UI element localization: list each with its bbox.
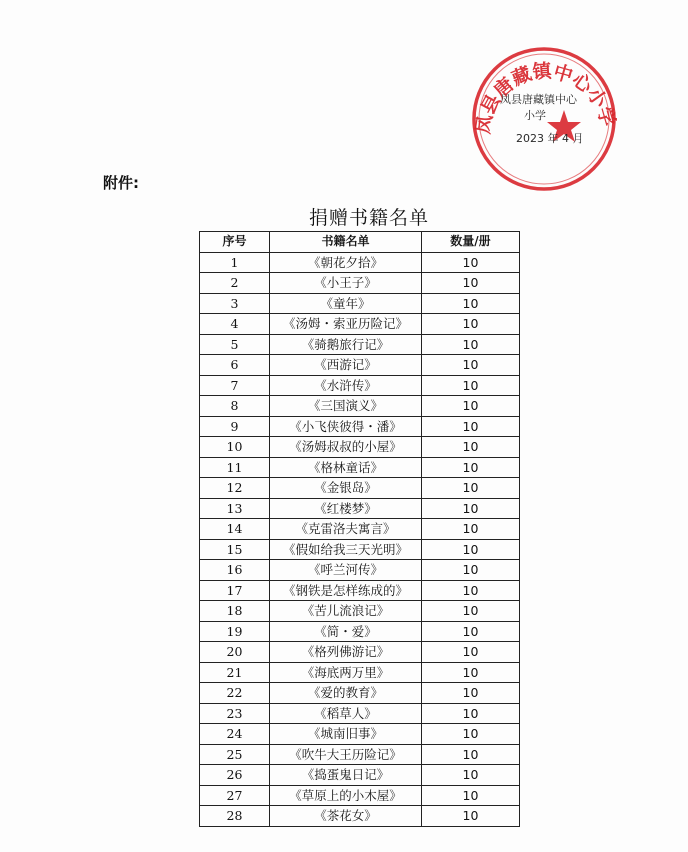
table-row [200,273,520,294]
cell-book-title: 《呼兰河传》 [270,560,422,581]
seal-org-line2: 小学 [524,109,546,122]
cell-serial: 4 [200,314,270,335]
table-row [200,683,520,704]
table-row [200,765,520,786]
cell-book-title: 《西游记》 [270,355,422,376]
cell-serial: 2 [200,273,270,294]
cell-serial: 13 [200,498,270,519]
cell-serial: 23 [200,703,270,724]
cell-serial: 5 [200,334,270,355]
table-row [200,314,520,335]
table-row [200,252,520,273]
cell-serial: 11 [200,457,270,478]
table-row [200,662,520,683]
table-row [200,580,520,601]
cell-serial: 22 [200,683,270,704]
seal-date: 2023 年 4 月 [516,132,584,145]
cell-book-title: 《水浒传》 [270,375,422,396]
cell-quantity: 10 [422,252,520,273]
table-row [200,437,520,458]
header-serial: 序号 [200,232,270,253]
cell-quantity: 10 [422,683,520,704]
cell-book-title: 《茶花女》 [270,806,422,827]
table-row [200,560,520,581]
table-row [200,642,520,663]
cell-quantity: 10 [422,355,520,376]
cell-serial: 6 [200,355,270,376]
cell-quantity: 10 [422,806,520,827]
cell-quantity: 10 [422,273,520,294]
cell-book-title: 《简・爱》 [270,621,422,642]
table-row [200,806,520,827]
table-row [200,703,520,724]
cell-book-title: 《爱的教育》 [270,683,422,704]
cell-quantity: 10 [422,478,520,499]
cell-quantity: 10 [422,416,520,437]
cell-quantity: 10 [422,314,520,335]
table-row [200,457,520,478]
cell-quantity: 10 [422,396,520,417]
seal-org-line1: 凤县唐藏镇中心 [500,93,577,106]
cell-book-title: 《红楼梦》 [270,498,422,519]
table-row [200,539,520,560]
cell-serial: 25 [200,744,270,765]
cell-serial: 10 [200,437,270,458]
cell-quantity: 10 [422,539,520,560]
book-donation-table [199,231,520,827]
cell-book-title: 《格列佛游记》 [270,642,422,663]
cell-quantity: 10 [422,724,520,745]
seal-ring-text: 凤县唐藏镇中心小学 [472,60,620,136]
cell-quantity: 10 [422,621,520,642]
cell-book-title: 《朝花夕拾》 [270,252,422,273]
cell-serial: 14 [200,519,270,540]
cell-serial: 18 [200,601,270,622]
cell-quantity: 10 [422,457,520,478]
cell-book-title: 《小飞侠彼得・潘》 [270,416,422,437]
cell-serial: 20 [200,642,270,663]
table-row [200,785,520,806]
cell-serial: 7 [200,375,270,396]
header-book-title: 书籍名单 [270,232,422,253]
cell-serial: 16 [200,560,270,581]
cell-book-title: 《捣蛋鬼日记》 [270,765,422,786]
table-row [200,375,520,396]
cell-serial: 19 [200,621,270,642]
seal-organization [500,92,612,124]
cell-quantity: 10 [422,703,520,724]
table-row [200,519,520,540]
cell-quantity: 10 [422,662,520,683]
cell-serial: 1 [200,252,270,273]
cell-quantity: 10 [422,744,520,765]
cell-book-title: 《钢铁是怎样练成的》 [270,580,422,601]
cell-serial: 9 [200,416,270,437]
cell-book-title: 《吹牛大王历险记》 [270,744,422,765]
document-title: 捐赠书籍名单 [308,207,429,229]
cell-book-title: 《汤姆叔叔的小屋》 [270,437,422,458]
cell-serial: 26 [200,765,270,786]
table-row [200,724,520,745]
table-row [200,416,520,437]
cell-quantity: 10 [422,560,520,581]
cell-quantity: 10 [422,375,520,396]
cell-serial: 21 [200,662,270,683]
header-quantity: 数量/册 [422,232,520,253]
cell-book-title: 《骑鹅旅行记》 [270,334,422,355]
cell-quantity: 10 [422,785,520,806]
cell-book-title: 《小王子》 [270,273,422,294]
cell-serial: 28 [200,806,270,827]
table-row [200,334,520,355]
cell-serial: 3 [200,293,270,314]
cell-book-title: 《三国演义》 [270,396,422,417]
cell-quantity: 10 [422,498,520,519]
cell-book-title: 《海底两万里》 [270,662,422,683]
cell-quantity: 10 [422,293,520,314]
cell-book-title: 《城南旧事》 [270,724,422,745]
cell-book-title: 《金银岛》 [270,478,422,499]
cell-book-title: 《克雷洛夫寓言》 [270,519,422,540]
cell-book-title: 《童年》 [270,293,422,314]
cell-quantity: 10 [422,437,520,458]
table-row [200,293,520,314]
cell-book-title: 《草原上的小木屋》 [270,785,422,806]
table-row [200,744,520,765]
table-header-row [200,232,520,253]
attachment-label: 附件: [103,174,139,192]
cell-serial: 17 [200,580,270,601]
cell-book-title: 《汤姆・索亚历险记》 [270,314,422,335]
cell-book-title: 《稻草人》 [270,703,422,724]
cell-quantity: 10 [422,642,520,663]
cell-serial: 24 [200,724,270,745]
cell-book-title: 《假如给我三天光明》 [270,539,422,560]
table-row [200,396,520,417]
cell-book-title: 《格林童话》 [270,457,422,478]
cell-book-title: 《苦儿流浪记》 [270,601,422,622]
table-row [200,478,520,499]
cell-quantity: 10 [422,601,520,622]
cell-quantity: 10 [422,334,520,355]
table-row [200,498,520,519]
cell-serial: 12 [200,478,270,499]
table-row [200,621,520,642]
cell-quantity: 10 [422,519,520,540]
cell-serial: 8 [200,396,270,417]
cell-serial: 27 [200,785,270,806]
cell-serial: 15 [200,539,270,560]
cell-quantity: 10 [422,765,520,786]
table-row [200,601,520,622]
table-row [200,355,520,376]
cell-quantity: 10 [422,580,520,601]
